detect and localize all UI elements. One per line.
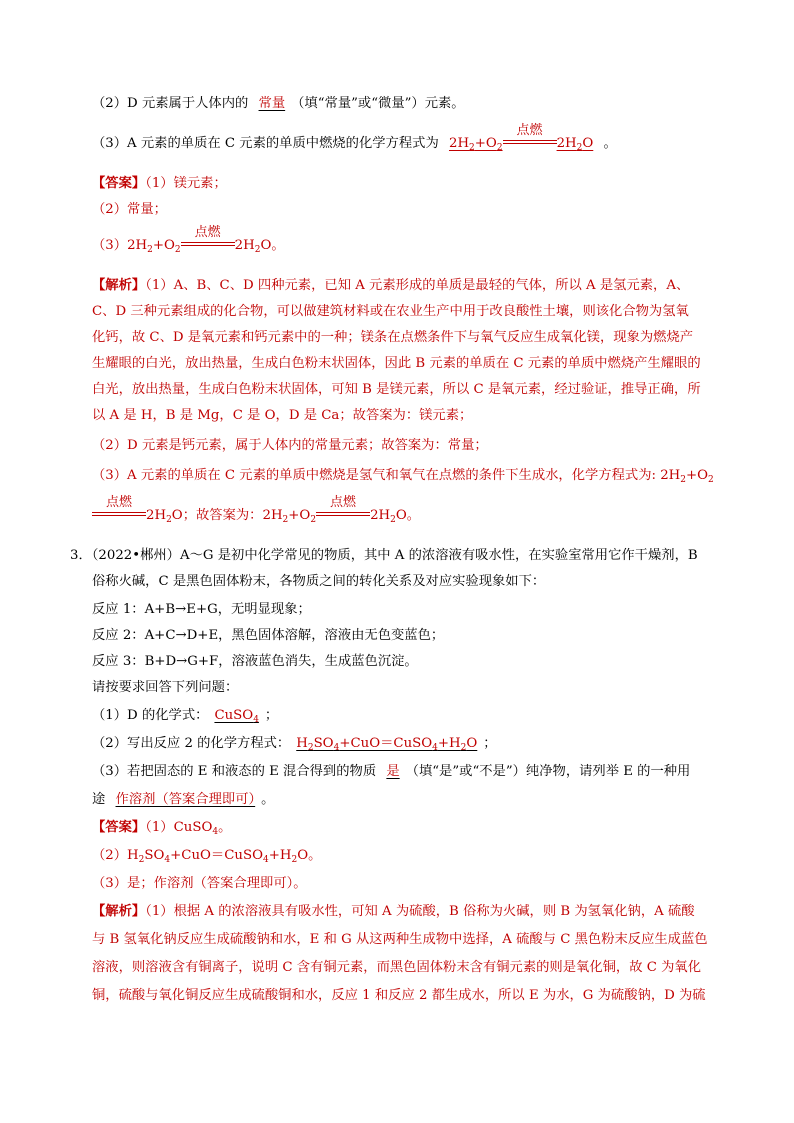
eq-rhs: 2H [556,136,577,151]
sub: 2 [310,515,317,525]
analysis-tag: 【解析】 [92,278,146,293]
sub: 2 [460,743,467,753]
q3-part3b-end: 。 [261,792,275,807]
q3-stem-line-1: 3．（2022•郴州）A～G 是初中化学常见的物质，其中 A 的浓溶液有吸水性，在实验室常用它作干燥剂，B [70,548,698,563]
q3-prompt: 请按要求回答下列问题： [92,680,239,695]
sub: 2 [291,855,298,865]
q3-part1-text: （1）D 的化学式： [92,708,209,723]
eq-rhs-o: O [171,508,183,523]
eq-lhs: 2H [262,508,283,523]
sub: 2 [680,475,686,485]
q2-part2-answer: 常量 [258,96,286,111]
sub: 2 [576,143,583,153]
q2-part2-text-end: （填“常量”或“微量”）元素。 [291,96,465,111]
sub: 2 [254,245,261,255]
q2-part2 [92,94,465,114]
q2-analysis-line-8 [92,495,421,526]
q2-analysis-line-1: C、D 三种元素组成的化合物，可以做建筑材料或在农业生产中用于改良酸性土壤，则该化合物为氢氧 [92,304,689,319]
q3-part2-text: （2）写出反应 2 的化学方程式： [92,736,291,751]
q2-analysis-line-0 [92,276,689,296]
analysis-tag: 【解析】 [92,904,146,919]
eq-rhs-o: O [395,508,407,523]
q2-analysis-line-2: 化钙，故 C、D 是氧元素和钙元素中的一种；镁条在点燃条件下与氧气反应生成氧化镁，现象为燃烧产 [92,330,694,345]
sub: 2 [496,143,503,153]
answer-text: +CuO＝CuSO [170,848,263,863]
q2-part3-answer [443,123,599,153]
eq-rhs: 2H [234,238,255,253]
eq-rhs: 2H [370,508,391,523]
answer-text: SO [144,848,165,863]
analysis-mid: ；故答案为： [182,508,263,523]
q3-answer-2 [92,846,321,866]
q3-reaction-2: 反应 2：A+C→D+E，黑色固体溶解，溶液由无色变蓝色； [92,628,445,643]
q3-part3b-answer: 作溶剂（答案合理即可） [115,792,256,807]
answer-text: （1）镁元素； [145,176,227,191]
sub: 4 [262,855,269,865]
q3-part3b-text: 途 [92,792,110,807]
q3-part3-text-end: （填“是”或“不是”）纯净物，请列举 E 的一种用 [405,764,691,779]
sub: 4 [253,715,259,725]
q2-analysis-line-5: 以 A 是 H，B 是 Mg，C 是 O，D 是 Ca；故答案为：镁元素； [92,408,473,423]
sub: 2 [708,475,714,485]
answer-tag: 【答案】 [92,820,146,835]
eq-lhs-o: +O [686,468,709,483]
sub: 2 [147,245,153,255]
eq-lhs-o: +O [474,136,497,151]
q2-part2-text: （2）D 元素属于人体内的 [92,96,253,111]
eq-arrow [316,495,370,526]
eq-lhs-o: +O [288,508,311,523]
analysis-text: （1）根据 A 的浓溶液具有吸水性，可知 A 为硫酸，B 俗称为火碱，则 B 为氢氧化钠，A 硫酸 [145,904,695,919]
q3-analysis-line-0 [92,902,695,922]
eq-arrow [92,495,146,526]
eq-part: SO [313,736,334,751]
sub: 2 [138,855,145,865]
eq-lhs: 2H [448,136,470,151]
q2-analysis-line-4: 白光，放出热量，生成白色粉末状固体，可知 B 是镁元素，所以 C 是氧元素，经过验证，推导正确，所 [92,382,701,397]
analysis-text: （3）A 元素的单质在 C 元素的单质中燃烧是氢气和氧气在点燃的条件下生成水，化学方程式为: [92,468,661,483]
answer-text: +H [268,848,292,863]
q3-answer-1 [92,818,231,838]
q3-part1 [92,706,278,726]
sub: 4 [333,743,340,753]
analysis-text: （1）A、B、C、D 四种元素，已知 A 元素形成的单质是最轻的气体，所以 A 是氢元素，A、 [145,278,690,293]
q3-part3-text: （3）若把固态的 E 和液态的 E 混合得到的物质 [92,764,381,779]
sub: 4 [164,855,171,865]
sub: 2 [390,515,396,525]
q3-part2-end: ； [483,736,497,751]
q3-analysis-line-3: 铜，硫酸与氧化铜反应生成硫酸铜和水，反应 1 和反应 2 都生成水，所以 E 为水，G 为硫酸钠，D 为硫 [92,988,706,1003]
eq-condition: 点燃 [194,225,221,240]
eq-condition: 点燃 [330,495,357,510]
q2-analysis-line-6: （2）D 元素是钙元素，属于人体内的常量元素；故答案为：常量； [92,438,488,453]
eq-arrow [181,225,235,256]
sub: 4 [432,743,438,753]
q3-reaction-1: 反应 1：A+B→E+G，无明显现象； [92,602,311,617]
sub: 2 [174,245,181,255]
q2-part3-text: （3）A 元素的单质在 C 元素的单质中燃烧的化学方程式为 [92,136,443,151]
q3-stem-line-2: 俗称火碱，C 是黑色固体粉末，各物质之间的转化关系及对应实验现象如下： [92,574,546,589]
answer-tag: 【答案】 [92,176,146,191]
eq-arrow [503,123,557,154]
analysis-end: 。 [406,508,421,523]
q3-part2-answer: $H_2SO_4+CuO=CuSO_4+H_2O$ [296,736,478,753]
eq-condition: 点燃 [105,495,132,510]
q3-analysis-line-2: 溶液，则溶液含有铜离子，说明 C 含有铜元素，而黑色固体粉末含有铜元素的则是氧化铜，故 C 为氧化 [92,960,702,975]
eq-condition: 点燃 [516,123,543,138]
eq-part: +H [437,736,461,751]
sub: 2 [166,515,172,525]
q3-part2 [92,734,497,754]
q3-part1-answer: CuSO$_4$ [214,708,259,725]
q3-part1-end: ； [264,708,279,723]
eq-rhs: 2H [146,508,167,523]
sub: 2 [307,743,314,753]
q2-answer-2: （2）常量； [92,202,167,217]
q2-answer-3: $(3)2H_2+O_2$ 点燃 $2H_2O$。 [92,225,285,255]
q3-part3b [92,790,274,810]
q3-part3 [92,762,690,782]
sub: 2 [282,515,289,525]
q2-part3: （3）A 元素的单质在 C 元素的单质中燃烧的化学方程式为 $2H_2+O_2$ 点燃 $2H_2O$ 。 [92,123,617,153]
answer-text: （1）CuSO [145,820,213,835]
eq-rhs-o: O [582,136,594,151]
eq-lhs-o: +O [152,238,175,253]
q2-answer-1 [92,174,227,194]
answer-3-pre: （3） [92,238,128,253]
q2-analysis-line-3: 生耀眼的白光，放出热量，生成白色粉末状固体，因此 B 元素的单质在 C 元素的单质中燃烧产生耀眼的 [92,356,701,371]
q3-analysis-line-1: 与 B 氢氧化钠反应生成硫酸钠和水，E 和 G 从这两种生成物中选择，A 硫酸与 C 黑色粉末反应生成蓝色 [92,932,708,947]
answer-text: O。 [297,848,322,863]
q3-part3-answer: 是 [386,764,400,779]
q3-answer-3: （3）是；作溶剂（答案合理即可）。 [92,876,307,891]
eq-rhs-o: O [260,238,272,253]
eq-part: +CuO＝CuSO [339,736,433,751]
sub: 2 [469,143,475,153]
answer-text: （2）H [92,848,139,863]
eq-lhs: 2H [660,468,681,483]
sub: 4 [212,827,219,837]
eq-lhs: 2H [127,238,148,253]
answer-end: 。 [218,820,232,835]
q2-analysis-line-7 [92,466,714,486]
q3-reaction-3: 反应 3：B+D→G+F，溶液蓝色消失，生成蓝色沉淀。 [92,654,418,669]
